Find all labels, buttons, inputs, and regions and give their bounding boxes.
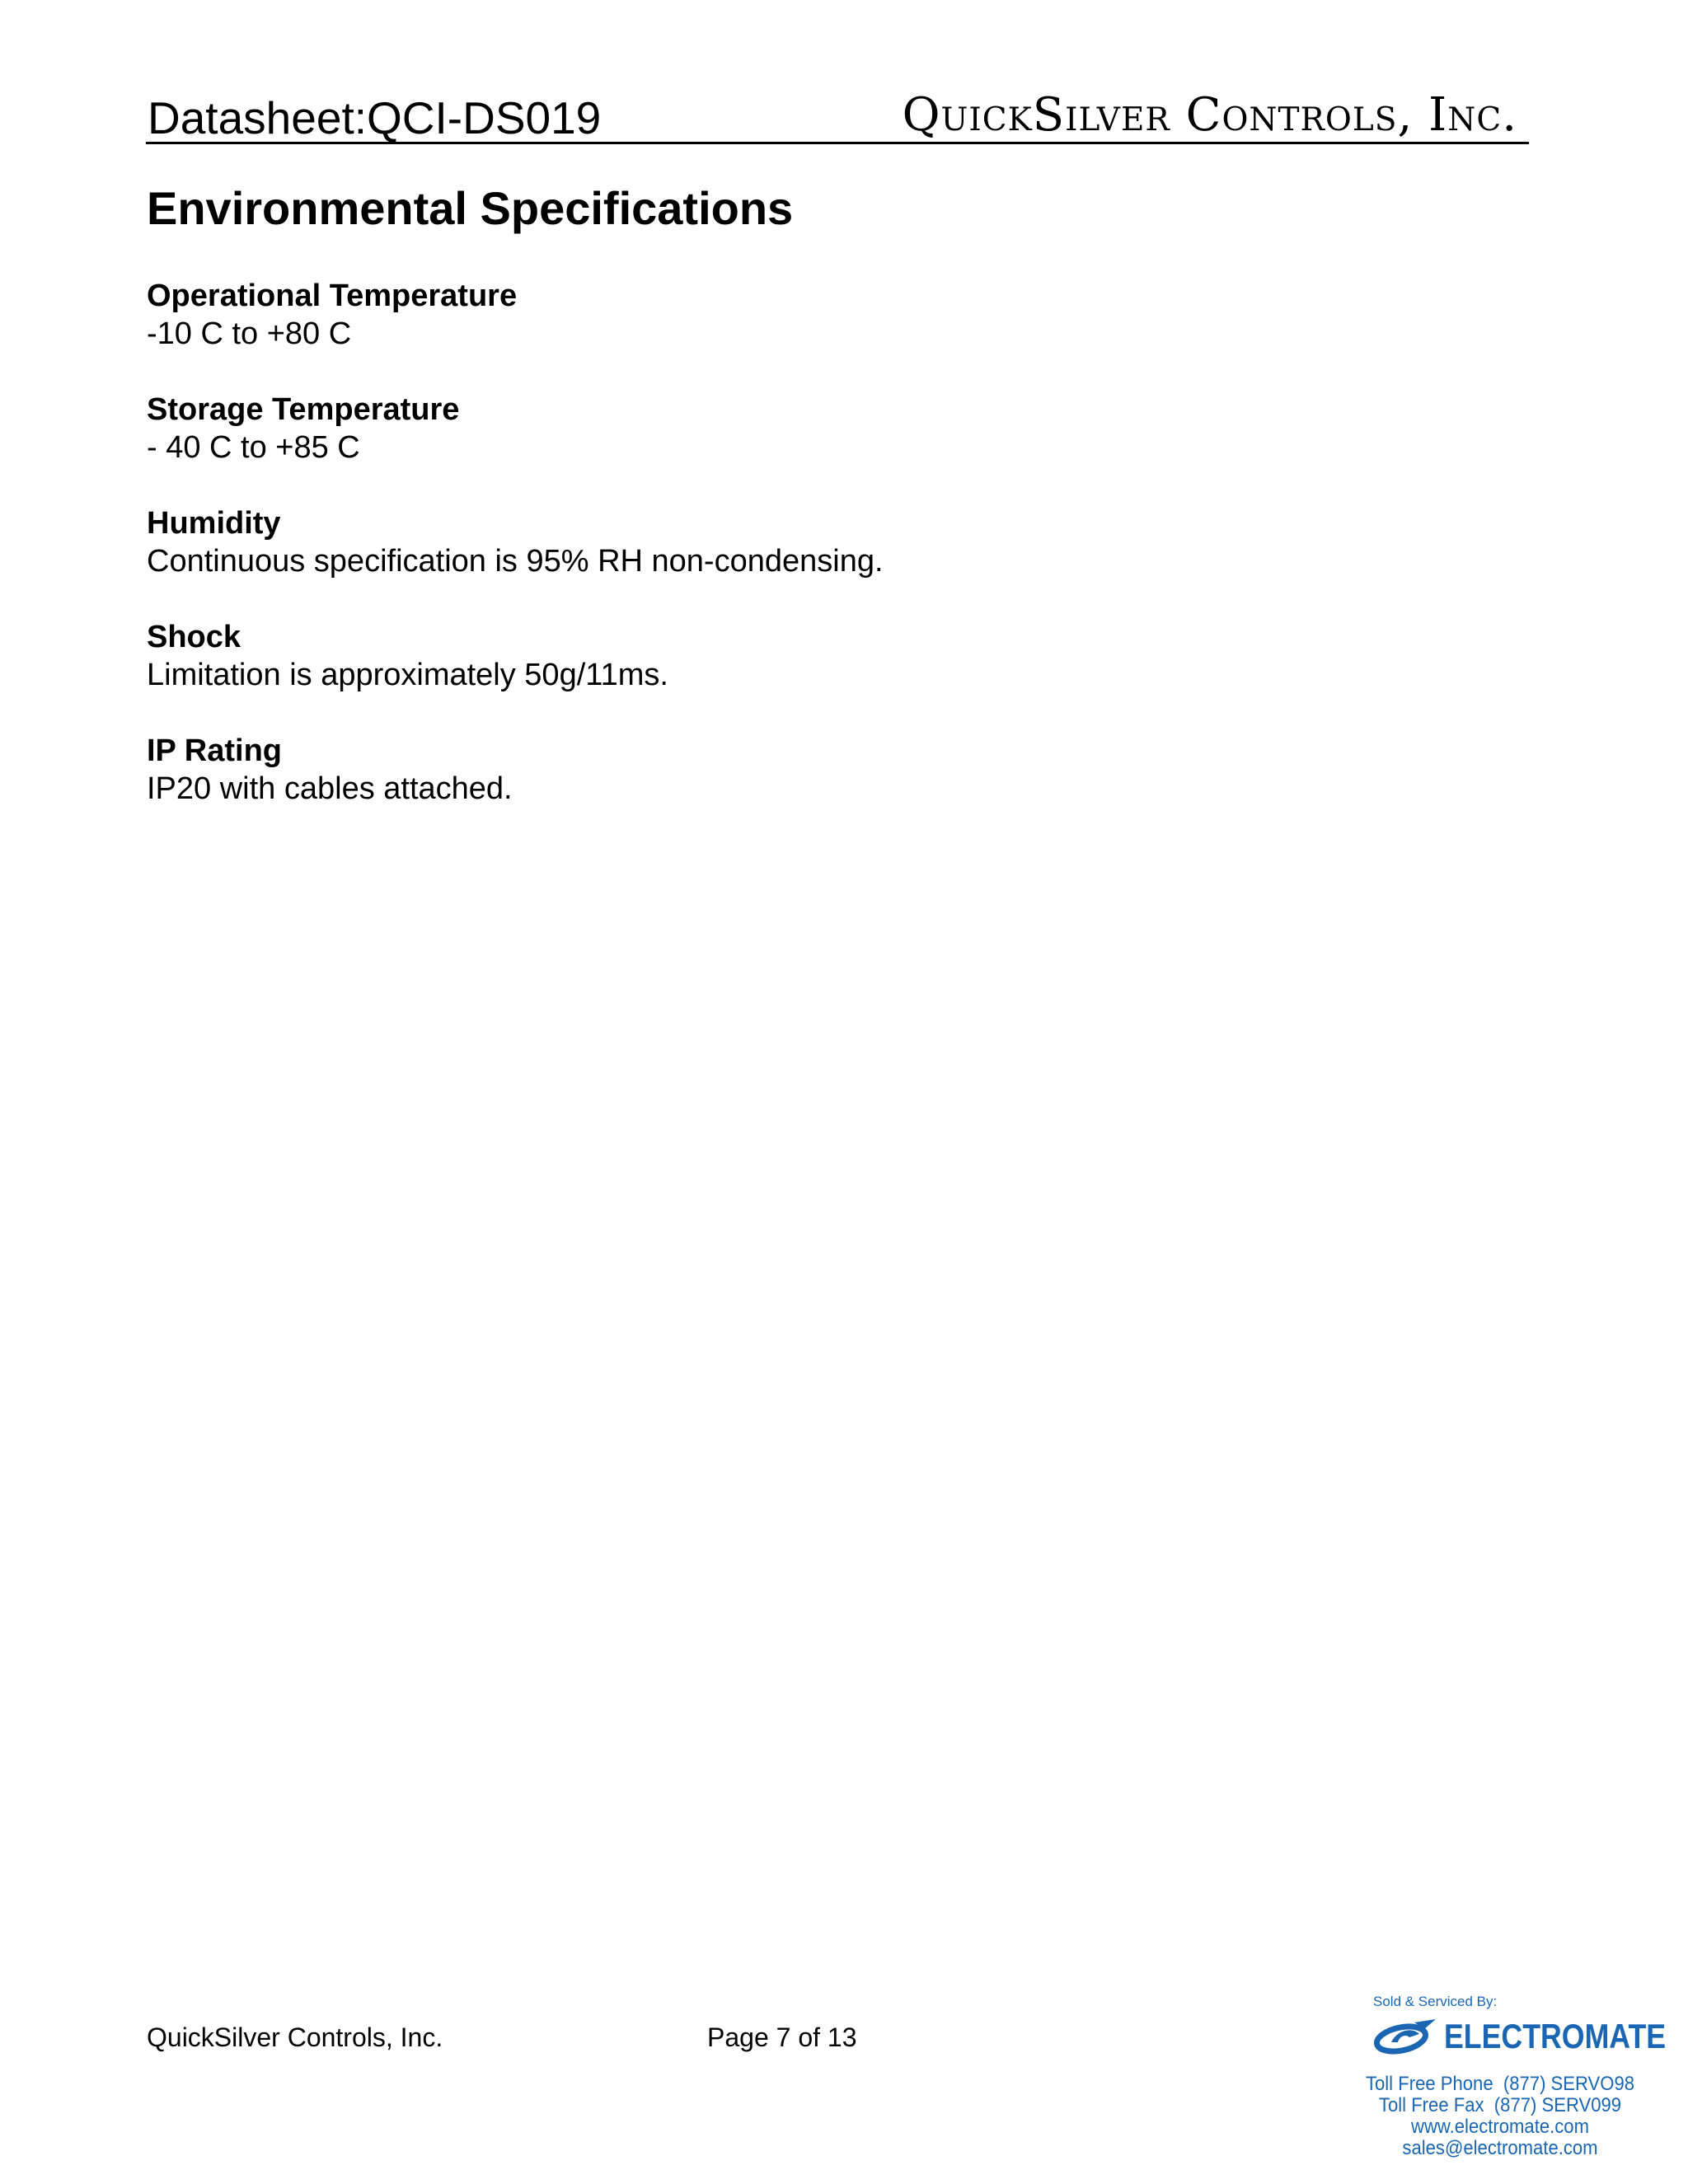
distributor-email[interactable]: sales@electromate.com [1402,2137,1598,2159]
spec-operational-temperature [147,277,517,353]
spec-label: Shock [147,620,241,654]
spec-value: Continuous specification is 95% RH non-condensing. [147,544,884,579]
distributor-block [1352,1994,1667,2176]
electromate-logo [1373,2016,1667,2062]
spec-shock [147,618,668,694]
footer-company-name: QuickSilver Controls, Inc. [147,2022,443,2052]
spec-label: Humidity [147,506,281,541]
spec-value: Limitation is approximately 50g/11ms. [147,658,668,692]
distributor-fax: Toll Free Fax (877) SERV099 [1378,2094,1622,2116]
sold-by-label: Sold & Serviced By: [1373,1994,1498,2009]
spec-value: -10 C to +80 C [147,316,352,351]
electromate-swoosh-icon [1373,2018,1437,2057]
spec-storage-temperature [147,391,459,466]
spec-label: IP Rating [147,733,282,768]
document-id: Datasheet:QCI-DS019 [148,92,602,143]
spec-value: IP20 with cables attached. [147,771,513,806]
spec-label: Operational Temperature [147,279,518,313]
page-header [146,82,1529,144]
distributor-contact [1363,2074,1636,2159]
spec-value: - 40 C to +85 C [147,430,360,465]
page-title: Environmental Specifications [147,182,794,234]
distributor-brand: ELECTROMATE [1444,2017,1667,2055]
spec-ip-rating [147,732,513,808]
distributor-website[interactable]: www.electromate.com [1411,2116,1589,2138]
header-company-name: QuickSilver Controls, Inc. [902,88,1517,142]
spec-label: Storage Temperature [147,392,460,427]
distributor-phone: Toll Free Phone (877) SERVO98 [1365,2073,1635,2095]
page-number: Page 7 of 13 [707,2022,857,2052]
spec-humidity [147,504,884,580]
